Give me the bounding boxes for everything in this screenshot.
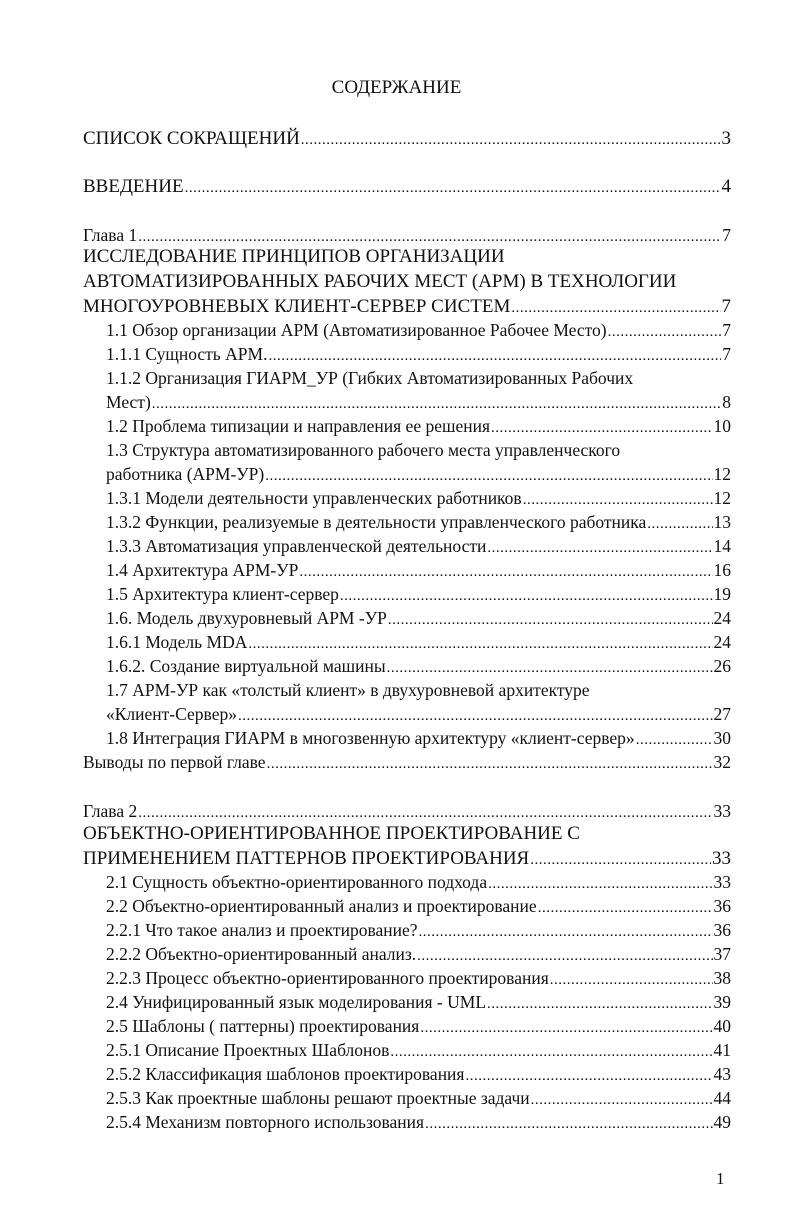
toc-entry[interactable] [106, 702, 731, 728]
dot-leader [340, 584, 713, 608]
dot-leader [387, 656, 713, 680]
page-number: 1 [716, 1169, 725, 1188]
dot-leader [268, 344, 721, 368]
toc-entry-page: 27 [713, 704, 731, 724]
toc-entry-page: 32 [713, 752, 731, 772]
toc-entry-page: 43 [713, 1064, 731, 1084]
toc-entry-page: 3 [721, 128, 731, 149]
toc-entry-title: 2.1 Сущность объектно-ориентированного подхода [106, 872, 488, 892]
dot-leader [550, 968, 713, 992]
toc-entry[interactable] [106, 510, 731, 536]
toc-entry[interactable] [106, 558, 731, 584]
toc-entry-page: 33 [712, 848, 731, 869]
toc-entry-title: 2.4 Унифицированный язык моделирования - UML [106, 992, 487, 1012]
toc-entry-title: 2.2 Объектно-ориентированный анализ и проектирование [106, 896, 537, 916]
toc-entry-title: 1.3.3 Автоматизация управленческой деятельности [106, 536, 487, 556]
toc-entry-title: ВВЕДЕНИЕ [83, 176, 184, 197]
toc-entry[interactable] [106, 654, 731, 680]
dot-leader [465, 1064, 712, 1088]
toc-entry-page: 8 [722, 392, 731, 412]
dot-leader [487, 992, 712, 1016]
toc-entry-page: 24 [713, 608, 731, 628]
dot-leader [299, 560, 712, 584]
dot-leader [265, 464, 712, 488]
chapter2-title-line: ОБЪЕКТНО-ОРИЕНТИРОВАННОЕ ПРОЕКТИРОВАНИЕ С [83, 823, 580, 844]
toc-entry-introduction[interactable] [83, 174, 731, 201]
toc-entry-page: 39 [713, 992, 731, 1012]
toc-entry[interactable] [106, 894, 731, 920]
toc-entry[interactable] [106, 318, 731, 344]
toc-entry-page: 33 [713, 801, 731, 821]
toc-entry-title: 2.5 Шаблоны ( паттерны) проектирования [106, 1016, 420, 1036]
toc-entry-title-line: 1.3 Структура автоматизированного рабочего места управленческого [106, 440, 621, 460]
toc-heading: СОДЕРЖАНИЕ [331, 77, 462, 98]
toc-entry-page: 10 [713, 416, 731, 436]
toc-entry-page: 14 [713, 536, 731, 556]
toc-entry[interactable] [106, 414, 731, 440]
toc-entry-page: 16 [713, 560, 731, 580]
toc-entry[interactable] [106, 582, 731, 608]
toc-entry[interactable] [106, 870, 731, 896]
toc-entry-title: работника (АРМ-УР) [106, 464, 265, 484]
toc-entry[interactable] [106, 1062, 731, 1088]
toc-entry-page: 12 [713, 488, 731, 508]
toc-entry-title: ПРИМЕНЕНИЕМ ПАТТЕРНОВ ПРОЕКТИРОВАНИЯ [83, 848, 530, 869]
toc-entry-page: 49 [713, 1112, 731, 1132]
dot-leader [417, 944, 712, 968]
toc-entry[interactable] [106, 342, 731, 368]
dot-leader [419, 920, 713, 944]
toc-entry-title: 1.1 Обзор организации АРМ (Автоматизированное Рабочее Место) [106, 320, 607, 340]
toc-entry-title-line: 1.1.2 Организация ГИАРМ_УР (Гибких Автоматизированных Рабочих [106, 368, 634, 388]
toc-entry-title: 1.6.1 Модель MDA [106, 632, 248, 652]
toc-entry[interactable] [106, 1110, 731, 1136]
dot-leader [301, 128, 721, 153]
toc-entry-chapter1-title[interactable] [83, 294, 731, 321]
toc-entry-page: 7 [722, 320, 731, 340]
dot-leader [523, 488, 713, 512]
dot-leader [531, 1088, 713, 1112]
toc-entry-page: 38 [713, 968, 731, 988]
toc-entry-title: «Клиент-Сервер» [106, 704, 237, 724]
dot-leader [238, 704, 713, 728]
toc-entry-title: СПИСОК СОКРАЩЕНИЙ [83, 128, 300, 149]
chapter1-title-line: АВТОМАТИЗИРОВАННЫХ РАБОЧИХ МЕСТ (АРМ) В ТЕХНОЛОГИИ [83, 271, 677, 292]
toc-entry-title: 1.2 Проблема типизации и направления ее решения [106, 416, 491, 436]
toc-entry-title: 1.3.2 Функции, реализуемые в деятельности управленческого работника [106, 512, 647, 532]
dot-leader [488, 872, 712, 896]
toc-entry[interactable] [106, 918, 731, 944]
toc-entry-page: 36 [713, 896, 731, 916]
dot-leader [420, 1016, 712, 1040]
dot-leader [390, 1040, 712, 1064]
toc-entry-page: 4 [721, 176, 731, 197]
toc-entry-title: 2.5.2 Классификация шаблонов проектирования [106, 1064, 465, 1084]
toc-entry-title: 1.8 Интеграция ГИАРМ в многозвенную архитектуру «клиент-сервер» [106, 728, 635, 748]
toc-entry-title: Глава 2 [83, 801, 138, 821]
toc-entry-title: 1.1.1 Сущность АРМ. [106, 344, 268, 364]
toc-entry-page: 41 [713, 1040, 731, 1060]
toc-entry-title: Глава 1 [83, 225, 138, 245]
toc-entry-page: 13 [713, 512, 731, 532]
dot-leader [538, 896, 713, 920]
dot-leader [388, 608, 713, 632]
toc-entry-page: 12 [713, 464, 731, 484]
toc-entry-page: 33 [713, 872, 731, 892]
toc-entry-title: 2.5.1 Описание Проектных Шаблонов [106, 1040, 390, 1060]
chapter1-title-line: ИССЛЕДОВАНИЕ ПРИНЦИПОВ ОРГАНИЗАЦИИ [83, 246, 505, 267]
toc-entry[interactable] [106, 1086, 731, 1112]
toc-entry-title: 1.6.2. Создание виртуальной машины [106, 656, 386, 676]
toc-entry[interactable] [106, 966, 731, 992]
toc-entry-title-line: 1.7 АРМ-УР как «толстый клиент» в двухуровневой архитектуре [106, 680, 590, 700]
toc-entry-title: 2.5.4 Механизм повторного использования [106, 1112, 425, 1132]
toc-entry-conclusions[interactable] [83, 750, 731, 776]
toc-entry-title: 2.2.3 Процесс объектно-ориентированного проектирования [106, 968, 549, 988]
toc-entry-title: МНОГОУРОВНЕВЫХ КЛИЕНТ-СЕРВЕР СИСТЕМ [83, 296, 511, 317]
toc-entry-page: 40 [713, 1016, 731, 1036]
toc-entry[interactable] [106, 1014, 731, 1040]
toc-entry-page: 30 [713, 728, 731, 748]
toc-entry-page: 26 [713, 656, 731, 676]
dot-leader [636, 728, 713, 752]
toc-entry-title: Мест) [106, 392, 151, 412]
toc-entry-page: 24 [713, 632, 731, 652]
dot-leader [608, 320, 722, 344]
dot-leader [267, 752, 713, 776]
dot-leader [185, 176, 721, 201]
toc-entry[interactable] [106, 606, 731, 632]
toc-entry-title: 1.5 Архитектура клиент-сервер [106, 584, 339, 604]
toc-entry-title: 2.2.1 Что такое анализ и проектирование? [106, 920, 418, 940]
toc-entry-title: 1.3.1 Модели деятельности управленческих работников [106, 488, 522, 508]
toc-entry[interactable] [106, 726, 731, 752]
toc-entry[interactable] [106, 630, 731, 656]
toc-entry-page: 19 [713, 584, 731, 604]
dot-leader [425, 1112, 712, 1136]
toc-entry-title: 2.2.2 Объектно-ориентированный анализ. [106, 944, 417, 964]
toc-entry-title: 1.4 Архитектура АРМ-УР [106, 560, 299, 580]
toc-entry-title: 1.6. Модель двухуровневый АРМ -УР [106, 608, 387, 628]
toc-entry-page: 7 [721, 296, 731, 317]
toc-entry[interactable] [106, 390, 731, 416]
toc-entry[interactable] [106, 534, 731, 560]
toc-entry-page: 36 [713, 920, 731, 940]
toc-entry-chapter2-title[interactable] [83, 846, 731, 873]
toc-entry[interactable] [106, 942, 731, 968]
dot-leader [152, 392, 721, 416]
toc-entry-title: 2.5.3 Как проектные шаблоны решают проектные задачи [106, 1088, 530, 1108]
toc-entry-abbreviations[interactable] [83, 126, 731, 153]
toc-entry[interactable] [106, 1038, 731, 1064]
dot-leader [487, 536, 712, 560]
toc-entry-page: 7 [722, 344, 731, 364]
toc-entry-title: Выводы по первой главе [83, 752, 266, 772]
toc-entry[interactable] [106, 486, 731, 512]
toc-entry-page: 7 [722, 225, 731, 245]
dot-leader [491, 416, 712, 440]
toc-entry[interactable] [106, 990, 731, 1016]
dot-leader [647, 512, 712, 536]
toc-entry[interactable] [106, 462, 731, 488]
dot-leader [248, 632, 712, 656]
toc-entry-page: 37 [713, 944, 731, 964]
toc-entry-page: 44 [713, 1088, 731, 1108]
